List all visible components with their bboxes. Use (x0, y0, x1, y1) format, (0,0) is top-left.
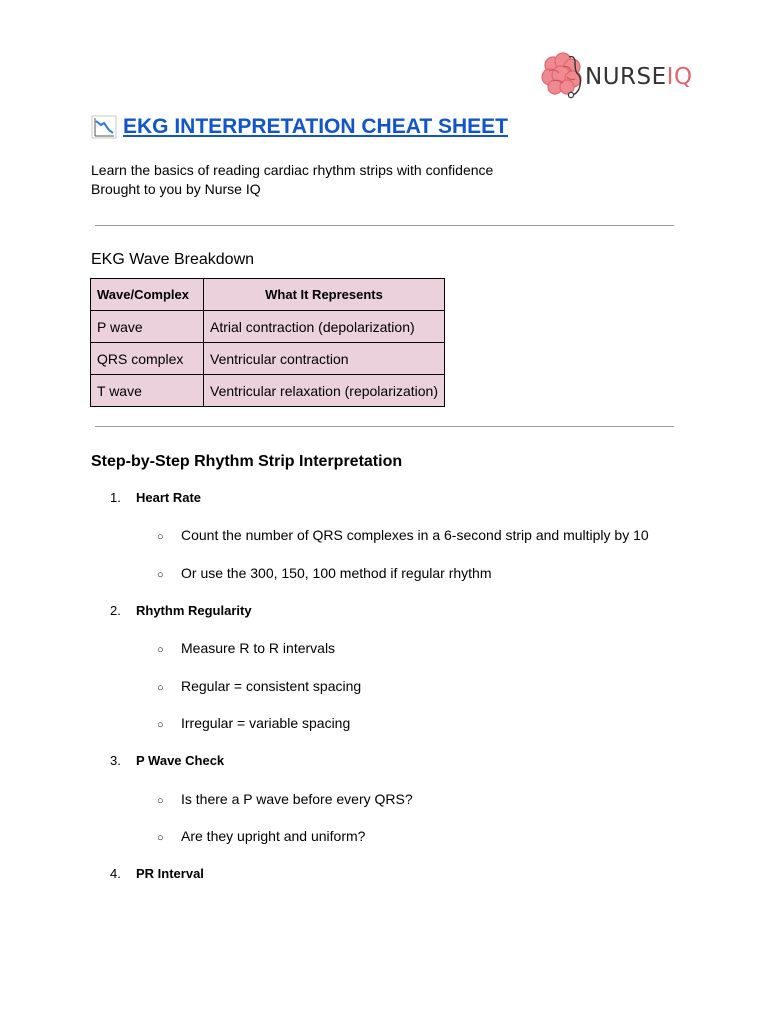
hollow-circle-bullet-icon: ○ (157, 682, 164, 694)
table-cell: P wave (91, 311, 204, 343)
list-item (157, 527, 649, 543)
hollow-circle-bullet-icon: ○ (157, 569, 164, 581)
nurse-iq-logo (541, 48, 693, 106)
logo-wordmark-nurse: NURSE (585, 64, 667, 90)
step-number: 1. (110, 490, 121, 505)
page-title-text[interactable]: EKG INTERPRETATION CHEAT SHEET (123, 115, 509, 138)
step-item-pr-interval (110, 866, 204, 881)
hollow-circle-bullet-icon: ○ (157, 795, 164, 807)
chart-decreasing-icon (91, 115, 117, 139)
table-header-row (91, 279, 445, 311)
page-title[interactable] (91, 115, 508, 139)
table-row (91, 375, 445, 407)
list-item (157, 678, 361, 694)
steps-heading: Step-by-Step Rhythm Strip Interpretation (91, 453, 403, 470)
list-item (157, 828, 365, 844)
step-number: 4. (110, 866, 121, 881)
list-item (157, 565, 492, 581)
brain-stethoscope-icon (541, 51, 583, 104)
list-item-text: Is there a P wave before every QRS? (181, 791, 413, 807)
subtitle (91, 161, 493, 199)
step-title: Rhythm Regularity (136, 603, 252, 618)
step-number: 3. (110, 753, 121, 768)
hollow-circle-bullet-icon: ○ (157, 531, 164, 543)
logo-wordmark-iq: IQ (666, 64, 693, 90)
step-item-rhythm-regularity (110, 603, 252, 618)
wave-breakdown-table (90, 278, 445, 407)
table-cell: T wave (91, 375, 204, 407)
subtitle-line-1: Learn the basics of reading cardiac rhythm strips with confidence (91, 162, 494, 178)
list-item-text: Are they upright and uniform? (181, 828, 366, 844)
wave-breakdown-heading: EKG Wave Breakdown (91, 251, 255, 268)
logo-wordmark (585, 64, 693, 90)
list-item (157, 791, 413, 807)
hollow-circle-bullet-icon: ○ (157, 719, 164, 731)
list-item-text: Count the number of QRS complexes in a 6-second strip and multiply by 10 (181, 527, 649, 543)
hollow-circle-bullet-icon: ○ (157, 832, 164, 844)
step-number: 2. (110, 603, 121, 618)
table-cell: QRS complex (91, 343, 204, 375)
list-item-text: Or use the 300, 150, 100 method if regular rhythm (181, 565, 492, 581)
table-header-cell: Wave/Complex (91, 279, 204, 311)
subtitle-line-2: Brought to you by Nurse IQ (91, 181, 261, 197)
step-item-p-wave-check (110, 753, 224, 768)
step-title: Heart Rate (136, 490, 202, 505)
hollow-circle-bullet-icon: ○ (157, 644, 164, 656)
list-item (157, 640, 335, 656)
table-cell: Ventricular relaxation (repolarization) (204, 375, 445, 407)
divider (95, 426, 674, 427)
step-title: PR Interval (136, 866, 204, 881)
step-item-heart-rate (110, 490, 201, 505)
table-row (91, 311, 445, 343)
table-header-cell: What It Represents (204, 279, 445, 311)
divider (95, 225, 674, 226)
list-item (157, 715, 350, 731)
list-item-text: Regular = consistent spacing (181, 678, 362, 694)
list-item-text: Irregular = variable spacing (181, 715, 351, 731)
list-item-text: Measure R to R intervals (181, 640, 336, 656)
step-title: P Wave Check (136, 753, 225, 768)
table-row (91, 343, 445, 375)
table-cell: Atrial contraction (depolarization) (204, 311, 445, 343)
table-cell: Ventricular contraction (204, 343, 445, 375)
